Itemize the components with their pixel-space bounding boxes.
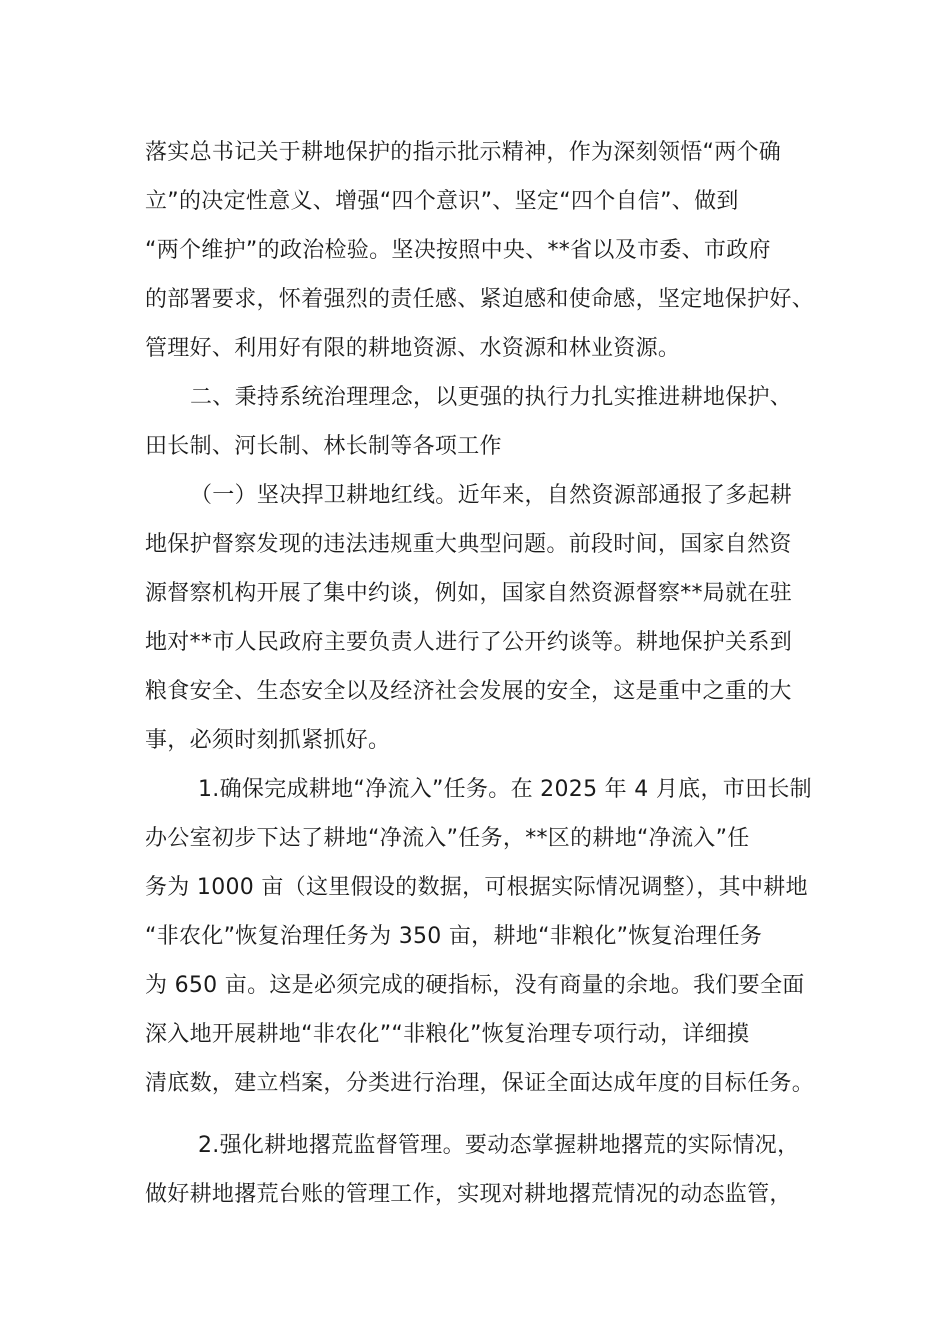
text-line: 深入地开展耕地“非农化”“非粮化”恢复治理专项行动，详细摸 — [145, 1022, 750, 1047]
numbered-item-2: 2.强化耕地撂荒监督管理。要动态掌握耕地撂荒的实际情况， — [198, 1133, 800, 1158]
text-line: “两个维护”的政治检验。坚决按照中央、**省以及市委、市政府 — [145, 238, 771, 263]
text-line: 清底数，建立档案，分类进行治理，保证全面达成年度的目标任务。 — [145, 1071, 815, 1096]
numbered-item-1: 1.确保完成耕地“净流入”任务。在 2025 年 4 月底，市田长制 — [198, 777, 812, 802]
text-line: 落实总书记关于耕地保护的指示批示精神，作为深刻领悟“两个确 — [145, 140, 782, 165]
text-line: 事，必须时刻抓紧抓好。 — [145, 728, 391, 753]
text-line: 源督察机构开展了集中约谈，例如，国家自然资源督察**局就在驻 — [145, 581, 793, 606]
text-line: 立”的决定性意义、增强“四个意识”、坚定“四个自信”、做到 — [145, 189, 739, 214]
text-line: 地保护督察发现的违法违规重大典型问题。前段时间，国家自然资 — [145, 532, 792, 557]
text-line: 做好耕地撂荒台账的管理工作，实现对耕地撂荒情况的动态监管， — [145, 1182, 792, 1207]
subsection-heading: （一）坚决捍卫耕地红线。近年来，自然资源部通报了多起耕 — [190, 483, 793, 508]
text-line: 地对**市人民政府主要负责人进行了公开约谈等。耕地保护关系到 — [145, 630, 793, 655]
section-heading-cont: 田长制、河长制、林长制等各项工作 — [145, 434, 502, 459]
text-line: 粮食安全、生态安全以及经济社会发展的安全，这是重中之重的大 — [145, 679, 792, 704]
section-heading: 二、秉持系统治理理念，以更强的执行力扎实推进耕地保护、 — [190, 385, 793, 410]
text-line: 的部署要求，怀着强烈的责任感、紧迫感和使命感，坚定地保护好、 — [145, 287, 815, 312]
text-line: 务为 1000 亩（这里假设的数据，可根据实际情况调整），其中耕地 — [145, 875, 808, 900]
text-line: 办公室初步下达了耕地“净流入”任务，**区的耕地“净流入”任 — [145, 826, 750, 851]
text-line: “非农化”恢复治理任务为 350 亩，耕地“非粮化”恢复治理任务 — [145, 924, 763, 949]
text-line: 为 650 亩。这是必须完成的硬指标，没有商量的余地。我们要全面 — [145, 973, 805, 998]
text-line: 管理好、利用好有限的耕地资源、水资源和林业资源。 — [145, 336, 681, 361]
